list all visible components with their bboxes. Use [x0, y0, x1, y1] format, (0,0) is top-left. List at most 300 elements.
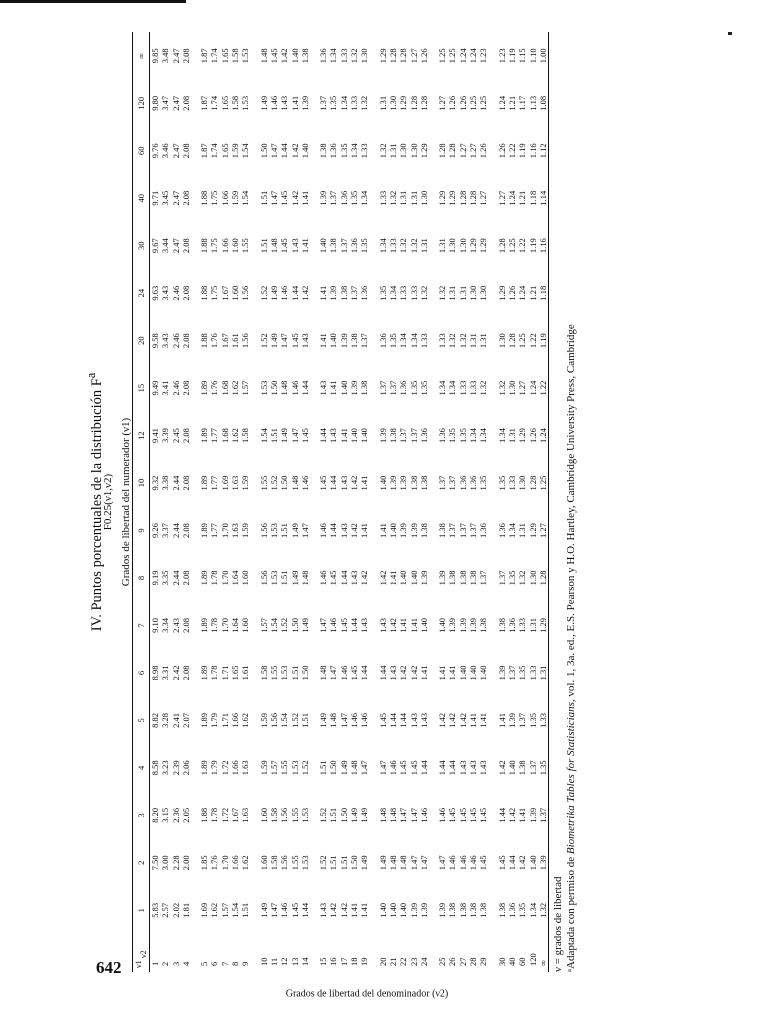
table-cell: 1.50: [279, 475, 290, 491]
table-cell: 1.46: [318, 570, 329, 586]
speck: [728, 32, 732, 35]
f-distribution-table: [132, 32, 549, 972]
table-cell: 1.25: [506, 238, 517, 254]
table-cell: 1.52: [258, 333, 269, 349]
table-cell: 1.31: [468, 333, 479, 349]
table-cell: 1.89: [199, 475, 210, 491]
table-cell: 1.53: [268, 570, 279, 586]
table-cell: 1.29: [538, 602, 549, 649]
table-cell: 1.45: [328, 570, 339, 586]
table-cell: 1.41: [299, 190, 310, 206]
table-cell: 1.39: [398, 475, 409, 491]
table-row: [447, 32, 457, 972]
table-cell: 1.42: [328, 902, 339, 918]
table-cell: 1.21: [527, 285, 538, 301]
table-cell: 1.44: [328, 475, 339, 491]
table-cell: 1.59: [230, 190, 241, 206]
table-cell: 1.65: [219, 143, 230, 159]
table-cell: 1.66: [230, 712, 241, 728]
table-row: [349, 32, 359, 972]
table-cell: 1.28: [398, 48, 409, 64]
table-cell: 1.50: [268, 380, 279, 396]
table-cell: 2.43: [170, 618, 181, 633]
table-cell: 1.51: [328, 807, 339, 823]
table-cell: 1.39: [496, 665, 507, 681]
table-cell: 3.23: [160, 760, 171, 776]
table-cell: 1.33: [468, 380, 479, 396]
table-cell: 1.39: [457, 618, 468, 633]
table-cell: 1.28: [447, 143, 458, 159]
table-cell: 1.87: [199, 48, 210, 64]
table-cell: 2.46: [170, 333, 181, 349]
table-cell: 1.42: [506, 807, 517, 823]
table-cell: 1.36: [506, 618, 517, 633]
table-cell: 1.39: [338, 333, 349, 349]
column-header: 60: [136, 146, 146, 156]
table-cell: 1.37: [437, 475, 448, 491]
table-cell: 1.59: [240, 475, 251, 491]
table-row: [150, 32, 161, 972]
table-cell: 2.46: [170, 380, 181, 396]
table-cell: 1.32: [387, 190, 398, 206]
table-cell: 1.69: [199, 902, 210, 918]
table-cell: 3.47: [160, 95, 171, 111]
table-cell: 1.50: [349, 855, 360, 871]
table-cell: 1.76: [209, 333, 220, 349]
table-cell: 2.36: [170, 807, 181, 823]
table-cell: 1.44: [318, 428, 329, 444]
table-cell: 1.44: [377, 665, 388, 681]
table-cell: 1.34: [349, 143, 360, 159]
table-cell: 1.39: [527, 807, 538, 823]
table-cell: 1.56: [268, 712, 279, 728]
table-row: [269, 32, 279, 972]
table-cell: 1.41: [468, 712, 479, 728]
table-cell: 1.47: [268, 190, 279, 206]
denominator-df-label: Grados de libertad del denominador (ν2): [285, 988, 449, 1000]
table-cell: 1.41: [349, 902, 360, 918]
table-cell: 1.54: [258, 428, 269, 444]
row-header-nu2: 7: [219, 961, 230, 966]
table-cell: 1.66: [219, 238, 230, 254]
table-cell: 1.38: [468, 902, 479, 918]
table-cell: 1.43: [289, 238, 300, 254]
table-cell: 1.45: [496, 855, 507, 871]
table-cell: 1.77: [209, 428, 220, 444]
table-cell: 1.32: [478, 380, 489, 396]
table-cell: 9.85: [150, 48, 160, 64]
table-cell: 3.31: [160, 665, 171, 681]
table-cell: 1.45: [279, 190, 290, 206]
table-row: [517, 32, 527, 972]
table-cell: 1.24: [457, 48, 468, 64]
table-cell: 1.42: [338, 902, 349, 918]
table-cell: 1.27: [468, 143, 479, 159]
table-cell: 1.19: [517, 143, 528, 159]
table-cell: 3.43: [160, 333, 171, 349]
table-cell: 1.47: [299, 523, 310, 538]
table-cell: 1.41: [289, 95, 300, 111]
table-cell: 1.37: [387, 380, 398, 396]
table-cell: 1.36: [398, 380, 409, 396]
table-cell: 1.38: [359, 380, 370, 396]
row-header-nu2: 4: [180, 961, 191, 966]
table-cell: 1.48: [349, 760, 360, 776]
table-cell: 1.46: [468, 855, 479, 871]
table-cell: 1.67: [230, 807, 241, 823]
table-cell: 1.46: [328, 618, 339, 633]
table-cell: 1.54: [279, 712, 290, 728]
table-row: [458, 32, 468, 972]
table-cell: 1.63: [230, 523, 241, 538]
table-cell: 1.89: [199, 570, 210, 586]
table-cell: 1.38: [349, 333, 360, 349]
table-cell: 1.31: [478, 333, 489, 349]
table-cell: 9.71: [150, 190, 160, 206]
table-cell: 2.08: [180, 618, 191, 633]
table-cell: 1.14: [538, 175, 549, 222]
table-cell: 1.35: [359, 238, 370, 254]
table-row: [388, 32, 398, 972]
table-cell: 1.59: [230, 143, 241, 159]
table-cell: 1.55: [289, 807, 300, 823]
table-cell: 1.70: [219, 570, 230, 586]
table-cell: 1.48: [299, 570, 310, 586]
table-cell: 1.32: [418, 285, 429, 301]
table-cell: 1.34: [328, 48, 339, 64]
column-header: ∞: [136, 52, 146, 59]
table-cell: 1.58: [268, 807, 279, 823]
table-cell: 1.40: [349, 428, 360, 444]
table-cell: 1.45: [447, 807, 458, 823]
table-cell: 1.52: [268, 475, 279, 491]
table-cell: 1.41: [437, 665, 448, 681]
table-cell: 2.08: [180, 333, 191, 349]
table-cell: 1.28: [496, 238, 507, 254]
table-cell: 1.63: [240, 760, 251, 776]
table-cell: 1.37: [408, 428, 419, 444]
table-cell: 1.44: [506, 855, 517, 871]
table-cell: 1.52: [279, 618, 290, 633]
table-cell: 1.40: [359, 428, 370, 444]
table-cell: 1.16: [527, 143, 538, 159]
table-cell: 2.08: [180, 665, 191, 681]
table-cell: 1.47: [437, 855, 448, 871]
table-cell: 1.32: [457, 333, 468, 349]
table-cell: 1.40: [418, 618, 429, 633]
table-cell: 1.35: [328, 95, 339, 111]
row-header-nu2: 22: [398, 957, 409, 966]
table-cell: 1.39: [377, 428, 388, 444]
table-cell: 1.88: [199, 285, 210, 301]
table-cell: 1.62: [240, 855, 251, 871]
table-cell: 1.36: [377, 333, 388, 349]
table-cell: 1.43: [328, 428, 339, 444]
table-cell: 1.33: [338, 48, 349, 64]
table-cell: 1.37: [338, 238, 349, 254]
table-cell: 1.22: [538, 364, 549, 411]
table-cell: 1.39: [387, 475, 398, 491]
table-cell: 1.47: [268, 143, 279, 159]
table-cell: 1.38: [318, 143, 329, 159]
table-cell: 1.72: [219, 760, 230, 776]
table-cell: 1.31: [387, 143, 398, 159]
table-cell: 2.08: [180, 428, 191, 444]
table-cell: 1.31: [377, 95, 388, 111]
table-cell: 1.35: [387, 333, 398, 349]
table-cell: 1.51: [318, 760, 329, 776]
row-header-nu2: 9: [240, 961, 251, 966]
table-cell: 1.51: [240, 902, 251, 918]
table-cell: 1.34: [527, 902, 538, 918]
row-header-nu2: 30: [496, 957, 507, 966]
table-cell: 1.41: [398, 618, 409, 633]
table-cell: 1.89: [199, 618, 210, 633]
table-cell: 2.07: [180, 712, 191, 728]
table-cell: 3.28: [160, 712, 171, 728]
denominator-df-label-wrap: [142, 980, 592, 1000]
table-cell: 1.32: [359, 95, 370, 111]
table-cell: 8.58: [150, 760, 160, 776]
table-cell: 1.58: [230, 48, 241, 64]
table-cell: 1.48: [387, 855, 398, 871]
row-header-nu2: 21: [387, 957, 398, 966]
table-cell: 3.41: [160, 380, 171, 396]
table-cell: 1.66: [219, 190, 230, 206]
table-cell: 1.76: [209, 380, 220, 396]
table-cell: 1.49: [299, 618, 310, 633]
column-header: 15: [136, 383, 146, 393]
table-cell: 1.64: [230, 570, 241, 586]
table-cell: 1.22: [506, 143, 517, 159]
table-cell: 1.39: [538, 839, 549, 886]
table-cell: 1.25: [517, 333, 528, 349]
table-cell: 1.47: [418, 855, 429, 871]
table-cell: 1.60: [230, 285, 241, 301]
table-cell: 1.40: [328, 333, 339, 349]
table-cell: 1.26: [457, 95, 468, 111]
table-cell: 1.53: [289, 760, 300, 776]
table-cell: 9.10: [150, 618, 160, 633]
table-cell: 1.53: [279, 665, 290, 681]
table-cell: 1.42: [398, 665, 409, 681]
table-cell: 1.48: [268, 238, 279, 254]
table-cell: 9.76: [150, 143, 160, 159]
table-cell: 1.10: [527, 48, 538, 64]
table-cell: 1.45: [268, 48, 279, 64]
table-cell: 1.32: [538, 887, 549, 934]
table-row: [290, 32, 300, 972]
table-cell: 1.47: [289, 428, 300, 444]
table-cell: 1.46: [349, 712, 360, 728]
table-cell: 1.30: [418, 190, 429, 206]
table-row: [160, 32, 170, 972]
table-cell: 1.24: [496, 95, 507, 111]
table-cell: 1.46: [289, 380, 300, 396]
table-cell: 1.49: [268, 333, 279, 349]
table-cell: 1.59: [258, 712, 269, 728]
table-cell: 1.40: [506, 760, 517, 776]
table-cell: 1.24: [527, 380, 538, 396]
table-cell: 1.77: [209, 523, 220, 538]
table-cell: 1.45: [349, 665, 360, 681]
table-cell: 3.37: [160, 523, 171, 538]
table-cell: 9.41: [150, 428, 160, 444]
table-cell: 1.55: [240, 238, 251, 254]
table-cell: 3.38: [160, 475, 171, 491]
footnote-source-prefix: ᵃAdaptada con permiso de: [565, 854, 577, 972]
column-header: 20: [136, 336, 146, 345]
table-cell: 1.51: [328, 855, 339, 871]
table-cell: 1.15: [517, 48, 528, 64]
row-header-nu2: 6: [209, 961, 220, 966]
row-gap: [310, 32, 318, 972]
table-cell: 1.50: [299, 665, 310, 681]
table-cell: 1.70: [219, 855, 230, 871]
table-cell: 1.43: [338, 475, 349, 491]
table-cell: 1.38: [418, 475, 429, 491]
row-gap: [429, 32, 437, 972]
table-cell: 1.75: [209, 285, 220, 301]
table-cell: 1.34: [478, 428, 489, 444]
footnote-degrees: ν = grados de libertad: [552, 876, 564, 972]
table-cell: 2.02: [170, 902, 181, 918]
row-header-nu2: 5: [199, 961, 210, 966]
table-cell: 1.60: [240, 570, 251, 586]
table-cell: 1.31: [517, 523, 528, 538]
table-cell: 1.37: [538, 792, 549, 839]
table-cell: 9.63: [150, 285, 160, 301]
table-cell: 1.51: [289, 665, 300, 681]
footnote-source-suffix: , vol. 1, 3a. ed., E.S. Pearson y H.O. Hartley, Cambridge University Press, Cambridge: [565, 324, 577, 703]
table-cell: 1.42: [377, 570, 388, 586]
table-cell: 1.44: [437, 760, 448, 776]
table-cell: 1.51: [258, 238, 269, 254]
table-cell: 1.34: [496, 428, 507, 444]
table-cell: 1.89: [199, 760, 210, 776]
table-cell: 1.55: [268, 665, 279, 681]
table-cell: 2.57: [160, 902, 171, 918]
table-cell: 1.13: [527, 95, 538, 111]
table-row: [538, 32, 549, 972]
table-cell: 1.40: [387, 523, 398, 538]
column-header: 1: [136, 908, 146, 913]
table-cell: 1.19: [527, 238, 538, 254]
table-cell: 2.44: [170, 475, 181, 491]
table-cell: 1.36: [468, 475, 479, 491]
table-cell: 1.47: [268, 902, 279, 918]
row-header-nu2: 120: [527, 953, 538, 966]
table-cell: 1.47: [328, 665, 339, 681]
table-row: [199, 32, 209, 972]
table-cell: 1.89: [199, 428, 210, 444]
table-cell: 1.49: [349, 807, 360, 823]
table-cell: 1.28: [468, 190, 479, 206]
table-cell: 1.54: [230, 902, 241, 918]
table-cell: 1.44: [447, 760, 458, 776]
table-cell: 1.75: [209, 190, 220, 206]
table-cell: 1.61: [240, 665, 251, 681]
table-cell: 9.58: [150, 333, 160, 349]
table-cell: 1.54: [240, 143, 251, 159]
table-cell: 1.26: [506, 285, 517, 301]
table-cell: 1.40: [478, 665, 489, 681]
table-cell: 1.29: [468, 238, 479, 254]
table-cell: 1.39: [418, 570, 429, 586]
table-cell: 1.62: [209, 902, 220, 918]
table-cell: 1.41: [338, 428, 349, 444]
table-cell: 1.41: [318, 285, 329, 301]
table-cell: 1.43: [408, 712, 419, 728]
table-cell: 1.41: [299, 238, 310, 254]
table-cell: 1.53: [240, 95, 251, 111]
table-cell: 2.00: [180, 855, 191, 871]
row-header-nu2: 25: [437, 957, 448, 966]
column-header: 30: [136, 241, 146, 250]
table: [132, 32, 549, 972]
table-cell: 1.40: [318, 238, 329, 254]
table-cell: 1.37: [506, 665, 517, 681]
table-cell: 1.50: [328, 760, 339, 776]
table-cell: 1.34: [506, 523, 517, 538]
table-cell: 1.29: [437, 190, 448, 206]
table-cell: 1.50: [289, 618, 300, 633]
table-cell: 1.35: [527, 712, 538, 728]
table-cell: 1.44: [349, 618, 360, 633]
table-cell: 1.29: [478, 238, 489, 254]
table-cell: 1.37: [398, 428, 409, 444]
table-cell: 1.43: [318, 902, 329, 918]
table-cell: 1.41: [359, 475, 370, 491]
table-cell: 1.88: [199, 333, 210, 349]
table-cell: 1.56: [240, 333, 251, 349]
table-cell: 1.41: [408, 618, 419, 633]
column-header: 4: [136, 765, 146, 770]
row-header-nu2: 17: [338, 957, 349, 966]
table-cell: 1.55: [258, 475, 269, 491]
table-cell: 1.34: [387, 285, 398, 301]
table-cell: 1.31: [447, 285, 458, 301]
table-cell: 1.38: [387, 428, 398, 444]
column-header: 6: [136, 670, 146, 676]
table-cell: 8.20: [150, 807, 160, 823]
table-cell: 1.56: [258, 523, 269, 538]
table-cell: 1.46: [268, 95, 279, 111]
column-header: 3: [136, 813, 146, 818]
table-row: [528, 32, 538, 972]
table-cell: 1.30: [359, 48, 370, 64]
table-cell: 1.43: [468, 760, 479, 776]
row-gap: [191, 32, 199, 972]
table-cell: 1.79: [209, 760, 220, 776]
table-cell: 1.47: [279, 333, 290, 349]
table-cell: 1.33: [437, 333, 448, 349]
table-cell: 1.56: [279, 855, 290, 871]
table-cell: 9.19: [150, 570, 160, 586]
table-cell: 1.40: [408, 570, 419, 586]
table-cell: 1.38: [447, 902, 458, 918]
table-cell: 1.49: [289, 523, 300, 538]
table-cell: 1.45: [468, 807, 479, 823]
table-row: [339, 32, 349, 972]
table-cell: 1.32: [398, 238, 409, 254]
table-cell: 1.37: [468, 523, 479, 538]
table-cell: 1.31: [457, 285, 468, 301]
table-cell: 1.38: [437, 523, 448, 538]
table-cell: 1.36: [506, 902, 517, 918]
table-cell: 1.87: [199, 143, 210, 159]
table-cell: 1.38: [478, 902, 489, 918]
